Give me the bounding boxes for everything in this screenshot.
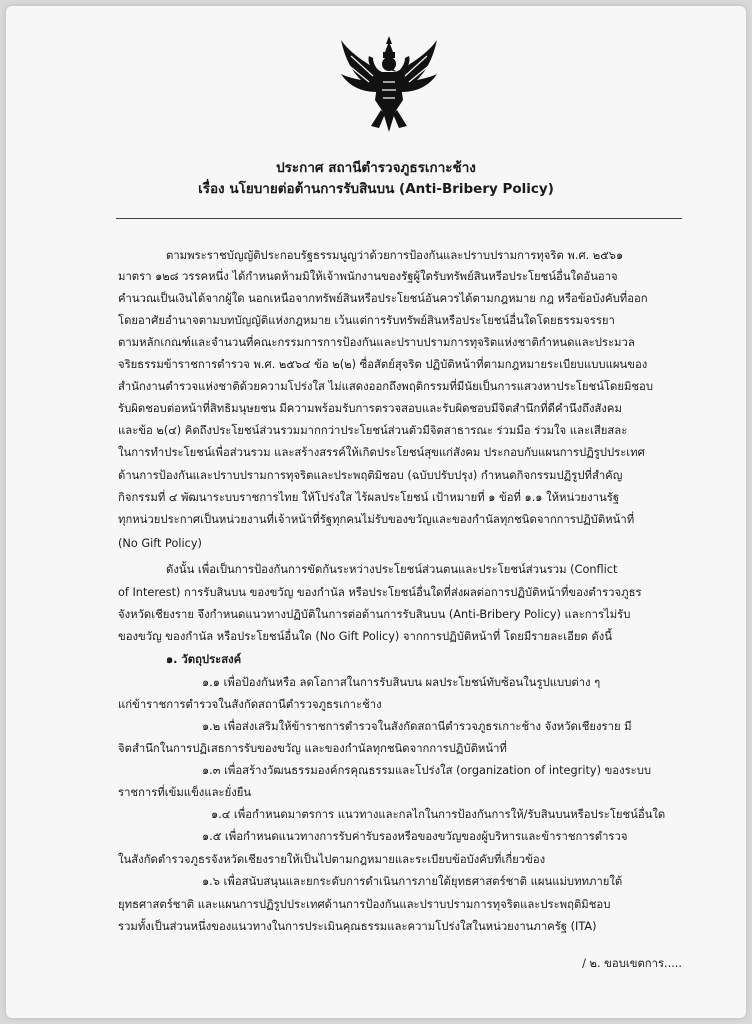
body-line: กิจกรรมที่ ๔ พัฒนาระบบราชการไทย ให้โปร่งใส ไร้ผลประโยชน์ เป้าหมายที่ ๑ ข้อที่ ๑.๑ ให้หน่วยงานรัฐ bbox=[118, 491, 620, 504]
body-line: ราชการที่เข้มแข็งและยั่งยืน bbox=[118, 786, 252, 799]
body-line: และข้อ ๒(๔) คิดถึงประโยชน์ส่วนรวมมากกว่าประโยชน์ส่วนตัวมีจิตสาธารณะ ร่วมมือ ร่วมใจ และเสียสละ bbox=[118, 424, 628, 437]
body-line: ทุกหน่วยประกาศเป็นหน่วยงานที่เจ้าหน้าที่รัฐทุกคนไม่รับของขวัญและของกำนัลทุกชนิดจากการปฏิบัติหน้าที่ bbox=[118, 513, 635, 526]
body-line: ๑.๔ เพื่อกำหนดมาตรการ แนวทางและกลไกในการป้องกันการให้/รับสินบนหรือประโยชน์อื่นใด bbox=[211, 808, 666, 821]
body-line: โดยอาศัยอำนาจตามบทบัญญัติแห่งกฎหมาย เว้นแต่การรับทรัพย์สินหรือประโยชน์อื่นใดโดยธรรมจรรยา bbox=[118, 314, 615, 327]
title-divider bbox=[116, 218, 682, 219]
body-line: ด้านการป้องกันและปราบปรามการทุจริตและประพฤติมิชอบ (ฉบับปรับปรุง) กำหนดกิจกรรมปฏิรูปที่สำคัญ bbox=[118, 469, 623, 482]
body-line: มาตรา ๑๒๘ วรรคหนึ่ง ได้กำหนดห้ามมิให้เจ้าพนักงานของรัฐผู้ใดรับทรัพย์สินหรือประโยชน์อื่นใดอันอาจ bbox=[118, 270, 618, 283]
body-line: ยุทธศาสตร์ชาติ และแผนการปฏิรูปประเทศด้านการป้องกันและปราบปรามการทุจริตและประพฤติมิชอบ bbox=[118, 898, 611, 911]
document-title: ประกาศ สถานีตำรวจภูธรเกาะช้าง bbox=[276, 160, 476, 176]
body-line: ๑.๓ เพื่อสร้างวัฒนธรรมองค์กรคุณธรรมและโปร่งใส (organization of integrity) ของระบบ bbox=[202, 764, 652, 777]
document-page bbox=[6, 6, 746, 1018]
body-line: ดังนั้น เพื่อเป็นการป้องกันการขัดกันระหว่างประโยชน์ส่วนตนและประโยชน์ส่วนรวม (Conflict bbox=[166, 563, 618, 576]
body-line: ในการทำประโยชน์เพื่อส่วนรวม และสร้างสรรค์ให้เกิดประโยชน์สุขแก่สังคม ประกอบกับแผนการปฏิรูปประเทศ bbox=[118, 446, 645, 459]
body-line: ๑.๕ เพื่อกำหนดแนวทางการรับค่ารับรองหรือของขวัญของผู้บริหารและข้าราชการตำรวจ bbox=[202, 830, 628, 843]
body-line: จังหวัดเชียงราย จึงกำหนดแนวทางปฏิบัติในการต่อต้านการรับสินบน (Anti-Bribery Policy) และการไม่รับ bbox=[118, 608, 631, 621]
garuda-emblem-icon bbox=[337, 34, 441, 134]
continuation-note: / ๒. ขอบเขตการ..... bbox=[582, 957, 682, 970]
body-line: ๑.๖ เพื่อสนับสนุนและยกระดับการดำเนินการภายใต้ยุทธศาสตร์ชาติ แผนแม่บททภายใต้ bbox=[202, 875, 623, 888]
body-line: จิตสำนึกในการปฏิเสธการรับของขวัญ และของกำนัลทุกชนิดจากการปฏิบัติหน้าที่ bbox=[118, 742, 507, 755]
document-subject: เรื่อง นโยบายต่อต้านการรับสินบน (Anti-Bribery Policy) bbox=[198, 181, 554, 197]
body-line: ๑.๒ เพื่อส่งเสริมให้ข้าราชการตำรวจในสังกัดสถานีตำรวจภูธรเกาะช้าง จังหวัดเชียงราย มี bbox=[202, 720, 632, 733]
body-line: ตามพระราชบัญญัติประกอบรัฐธรรมนูญว่าด้วยการป้องกันและปราบปรามการทุจริต พ.ศ. ๒๕๖๑ bbox=[166, 249, 624, 262]
body-line: คำนวณเป็นเงินได้จากผู้ใด นอกเหนือจากทรัพย์สินหรือประโยชน์อันควรได้ตามกฎหมาย กฎ หรือข้อบังคับที่ออก bbox=[118, 292, 648, 305]
body-line: ๑. วัตถุประสงค์ bbox=[166, 653, 242, 666]
body-line: ในสังกัดตำรวจภูธรจังหวัดเชียงรายให้เป็นไปตามกฎหมายและระเบียบข้อบังคับที่เกี่ยวข้อง bbox=[118, 853, 546, 866]
body-line: แก่ข้าราชการตำรวจในสังกัดสถานีตำรวจภูธรเกาะช้าง bbox=[118, 698, 382, 711]
body-line: สำนักงานตำรวจแห่งชาติด้วยความโปร่งใส ไม่แสดงออกถึงพฤติกรรมที่มีนัยเป็นการแสวงหาประโยชน์โดยมิชอบ bbox=[118, 380, 654, 393]
body-line: of Interest) การรับสินบน ของขวัญ ของกำนัล หรือประโยชน์อื่นใดที่ส่งผลต่อการปฏิบัติหน้าที่ของตำรวจภูธร bbox=[118, 586, 642, 599]
body-line: จริยธรรมข้าราชการตำรวจ พ.ศ. ๒๕๖๔ ข้อ ๒(๒) ซื่อสัตย์สุจริต ปฏิบัติหน้าที่ตามกฎหมายระเบียบแบบแผนของ bbox=[118, 358, 648, 371]
body-line: รับผิดชอบต่อหน้าที่สิทธิมนุษยชน มีความพร้อมรับการตรวจสอบและรับผิดชอบมีจิตสำนึกที่ดีคำนึงถึงสังคม bbox=[118, 402, 622, 415]
body-line: ของขวัญ ของกำนัล หรือประโยชน์อื่นใด (No Gift Policy) จากการปฏิบัติหน้าที่ โดยมีรายละเอียด ดังนี้ bbox=[118, 630, 613, 643]
body-line: (No Gift Policy) bbox=[118, 537, 202, 550]
body-line: รวมทั้งเป็นส่วนหนึ่งของแนวทางในการประเมินคุณธรรมและความโปร่งใสในหน่วยงานภาครัฐ (ITA) bbox=[118, 920, 597, 933]
body-line: ตามหลักเกณฑ์และจำนวนที่คณะกรรมการการป้องกันและปราบปรามการทุจริตแห่งชาติกำหนดและประมวล bbox=[118, 336, 635, 349]
body-line: ๑.๑ เพื่อป้องกันหรือ ลดโอกาสในการรับสินบน ผลประโยชน์ทับซ้อนในรูปแบบต่าง ๆ bbox=[202, 676, 601, 689]
